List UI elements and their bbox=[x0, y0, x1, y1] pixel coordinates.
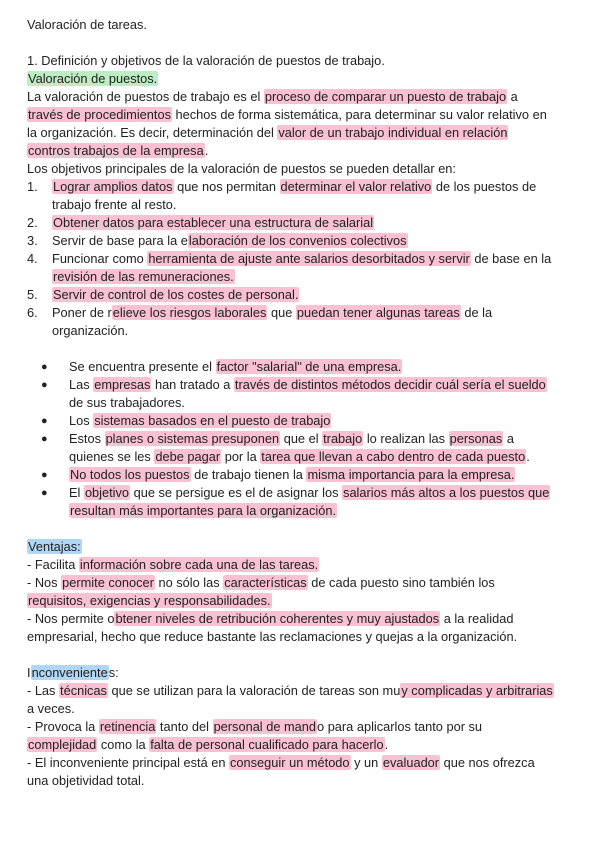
text: Los bbox=[69, 413, 94, 428]
highlight: determinar el valor relativo bbox=[280, 179, 432, 194]
highlight: salarios más altos a los puestos que bbox=[343, 485, 550, 500]
text: de la bbox=[460, 305, 493, 320]
text: s: bbox=[108, 665, 119, 680]
text: . bbox=[204, 143, 209, 158]
text: Poner de r bbox=[52, 305, 112, 320]
bullet-item-cont bbox=[69, 448, 530, 466]
highlight: falta de personal cualificado para hacerlo bbox=[150, 737, 384, 752]
text: . bbox=[384, 737, 389, 752]
text: o para aplicarlos tanto por su bbox=[317, 719, 483, 734]
paragraph-line bbox=[27, 124, 508, 142]
highlight: Ventajas: bbox=[28, 539, 81, 554]
highlight: contros trabajos de la empresa bbox=[28, 143, 204, 158]
text: El bbox=[69, 485, 84, 500]
highlight: complejidad bbox=[28, 737, 97, 752]
ventajas-line bbox=[27, 610, 513, 628]
text: Las bbox=[69, 377, 94, 392]
highlight: No todos los puestos bbox=[70, 467, 190, 482]
text: a bbox=[503, 431, 514, 446]
ventajas-heading bbox=[27, 538, 82, 556]
text: por la bbox=[221, 449, 261, 464]
ventajas-line bbox=[27, 592, 272, 610]
bullet-item-cont: de sus trabajadores. bbox=[69, 395, 185, 410]
paragraph-line bbox=[27, 142, 208, 160]
bullet-dot: ● bbox=[41, 379, 48, 391]
bullet-dot: ● bbox=[41, 469, 48, 481]
highlight: btener niveles de retribución coherentes y muy ajustados bbox=[115, 611, 440, 626]
highlight: nconveniente bbox=[31, 665, 108, 680]
bullet-item bbox=[69, 358, 402, 376]
highlight: Servir de control de los costes de personal. bbox=[53, 287, 299, 302]
inconvenientes-line: una objetividad total. bbox=[27, 773, 145, 788]
bullet-item-cont bbox=[69, 502, 337, 520]
list-item bbox=[52, 286, 299, 304]
highlight: herramienta de ajuste ante salarios desorbitados y servir bbox=[148, 251, 470, 266]
highlight: puedan tener algunas tareas bbox=[296, 305, 460, 320]
highlight: resultan más importantes para la organización. bbox=[70, 503, 337, 518]
list-number: 1. bbox=[27, 179, 38, 194]
text: - Nos bbox=[27, 575, 62, 590]
text: . bbox=[526, 449, 530, 464]
bullet-dot: ● bbox=[41, 487, 48, 499]
highlight: retinencia bbox=[99, 719, 156, 734]
text: que bbox=[267, 305, 296, 320]
text: - Facilita bbox=[27, 557, 79, 572]
text: la organización. Es decir, determinación del bbox=[27, 125, 278, 140]
text: Se encuentra presente el bbox=[69, 359, 216, 374]
inconvenientes-line bbox=[27, 718, 482, 736]
highlight: sistemas basados en el puesto de trabajo bbox=[94, 413, 331, 428]
text: como la bbox=[97, 737, 150, 752]
list-item-cont: organización. bbox=[52, 323, 129, 338]
subheading-highlight: Valoración de puestos. bbox=[28, 71, 158, 86]
objectives-intro: Los objetivos principales de la valoración de puestos se pueden detallar en: bbox=[27, 161, 456, 176]
list-item bbox=[52, 232, 408, 250]
text: de trabajo tienen la bbox=[190, 467, 307, 482]
document-title: Valoración de tareas. bbox=[27, 17, 147, 32]
text: de cada puesto sino también los bbox=[307, 575, 495, 590]
text: a la realidad bbox=[440, 611, 514, 626]
highlight: personal de mand bbox=[213, 719, 317, 734]
highlight: revisión de las remuneraciones. bbox=[53, 269, 234, 284]
list-number: 6. bbox=[27, 305, 38, 320]
text: han tratado a bbox=[151, 377, 234, 392]
highlight: evaluador bbox=[382, 755, 440, 770]
section-subheading bbox=[27, 70, 158, 88]
ventajas-line bbox=[27, 574, 495, 592]
inconvenientes-line bbox=[27, 682, 554, 700]
bullet-item bbox=[69, 484, 550, 502]
section-heading: 1. Definición y objetivos de la valoración de puestos de trabajo. bbox=[27, 53, 385, 68]
paragraph-line bbox=[27, 88, 518, 106]
paragraph-line bbox=[27, 106, 547, 124]
highlight: características bbox=[224, 575, 307, 590]
list-item-cont bbox=[52, 268, 235, 286]
list-item bbox=[52, 178, 536, 196]
inconvenientes-heading bbox=[27, 664, 119, 682]
text: de los puestos de bbox=[432, 179, 537, 194]
text: no sólo las bbox=[154, 575, 224, 590]
highlight: personas bbox=[449, 431, 503, 446]
text: que el bbox=[280, 431, 323, 446]
highlight: empresas bbox=[94, 377, 151, 392]
list-number: 4. bbox=[27, 251, 38, 266]
highlight: Obtener datos para establecer una estructura de salarial bbox=[53, 215, 374, 230]
text: a bbox=[507, 89, 518, 104]
ventajas-line bbox=[27, 556, 319, 574]
inconvenientes-line bbox=[27, 736, 388, 754]
list-number: 2. bbox=[27, 215, 38, 230]
list-number: 3. bbox=[27, 233, 38, 248]
highlight: planes o sistemas presuponen bbox=[105, 431, 280, 446]
bullet-item bbox=[69, 466, 515, 484]
bullet-dot: ● bbox=[41, 415, 48, 427]
highlight: y complicadas y arbitrarias bbox=[401, 683, 553, 698]
highlight: valor de un trabajo individual en relación bbox=[278, 125, 508, 140]
ventajas-line: empresarial, hecho que reduce bastante las reclamaciones y quejas a la organización. bbox=[27, 629, 518, 644]
highlight: través de procedimientos bbox=[28, 107, 171, 122]
text: - Nos permite o bbox=[27, 611, 115, 626]
highlight: permite conocer bbox=[62, 575, 154, 590]
text: quienes se les bbox=[69, 449, 155, 464]
list-item bbox=[52, 304, 492, 322]
text: y un bbox=[350, 755, 382, 770]
highlight: través de distintos métodos decidir cuál sería el sueldo bbox=[234, 377, 546, 392]
bullet-item bbox=[69, 376, 547, 394]
text: tanto del bbox=[156, 719, 213, 734]
list-item-cont: trabajo frente al resto. bbox=[52, 197, 177, 212]
list-item bbox=[52, 250, 551, 268]
highlight: debe pagar bbox=[155, 449, 221, 464]
text: que se persigue es el de asignar los bbox=[130, 485, 343, 500]
text: que nos permitan bbox=[173, 179, 280, 194]
highlight: misma importancia para la empresa. bbox=[307, 467, 515, 482]
highlight: técnicas bbox=[60, 683, 107, 698]
bullet-item bbox=[69, 412, 331, 430]
highlight: factor "salarial" de una empresa. bbox=[216, 359, 402, 374]
list-number: 5. bbox=[27, 287, 38, 302]
bullet-dot: ● bbox=[41, 361, 48, 373]
highlight: trabajo bbox=[323, 431, 363, 446]
highlight: requisitos, exigencias y responsabilidades. bbox=[28, 593, 271, 608]
text: I bbox=[27, 665, 31, 680]
list-item bbox=[52, 214, 374, 232]
highlight: objetivo bbox=[84, 485, 130, 500]
highlight: laboración de los convenios colectivos bbox=[188, 233, 407, 248]
highlight: información sobre cada una de las tareas. bbox=[79, 557, 319, 572]
highlight: Lograr amplios datos bbox=[53, 179, 173, 194]
highlight: proceso de comparar un puesto de trabajo bbox=[264, 89, 507, 104]
text: - Provoca la bbox=[27, 719, 99, 734]
bullet-dot: ● bbox=[41, 433, 48, 445]
text: lo realizan las bbox=[363, 431, 449, 446]
text: que nos ofrezca bbox=[440, 755, 535, 770]
inconvenientes-line bbox=[27, 754, 535, 772]
text: Funcionar como bbox=[52, 251, 148, 266]
text: - Las bbox=[27, 683, 60, 698]
inconvenientes-line: a veces. bbox=[27, 701, 75, 716]
text: hechos de forma sistemática, para determinar su valor relativo en bbox=[171, 107, 547, 122]
text: Servir de base para la e bbox=[52, 233, 188, 248]
text: - El inconveniente principal está en bbox=[27, 755, 230, 770]
text: que se utilizan para la valoración de tareas son mu bbox=[107, 683, 401, 698]
bullet-item bbox=[69, 430, 514, 448]
text: de base en la bbox=[470, 251, 552, 266]
highlight: elieve los riesgos laborales bbox=[112, 305, 267, 320]
highlight: conseguir un método bbox=[230, 755, 350, 770]
text: Estos bbox=[69, 431, 105, 446]
highlight: tarea que llevan a cabo dentro de cada puesto bbox=[261, 449, 526, 464]
text: La valoración de puestos de trabajo es el bbox=[27, 89, 264, 104]
